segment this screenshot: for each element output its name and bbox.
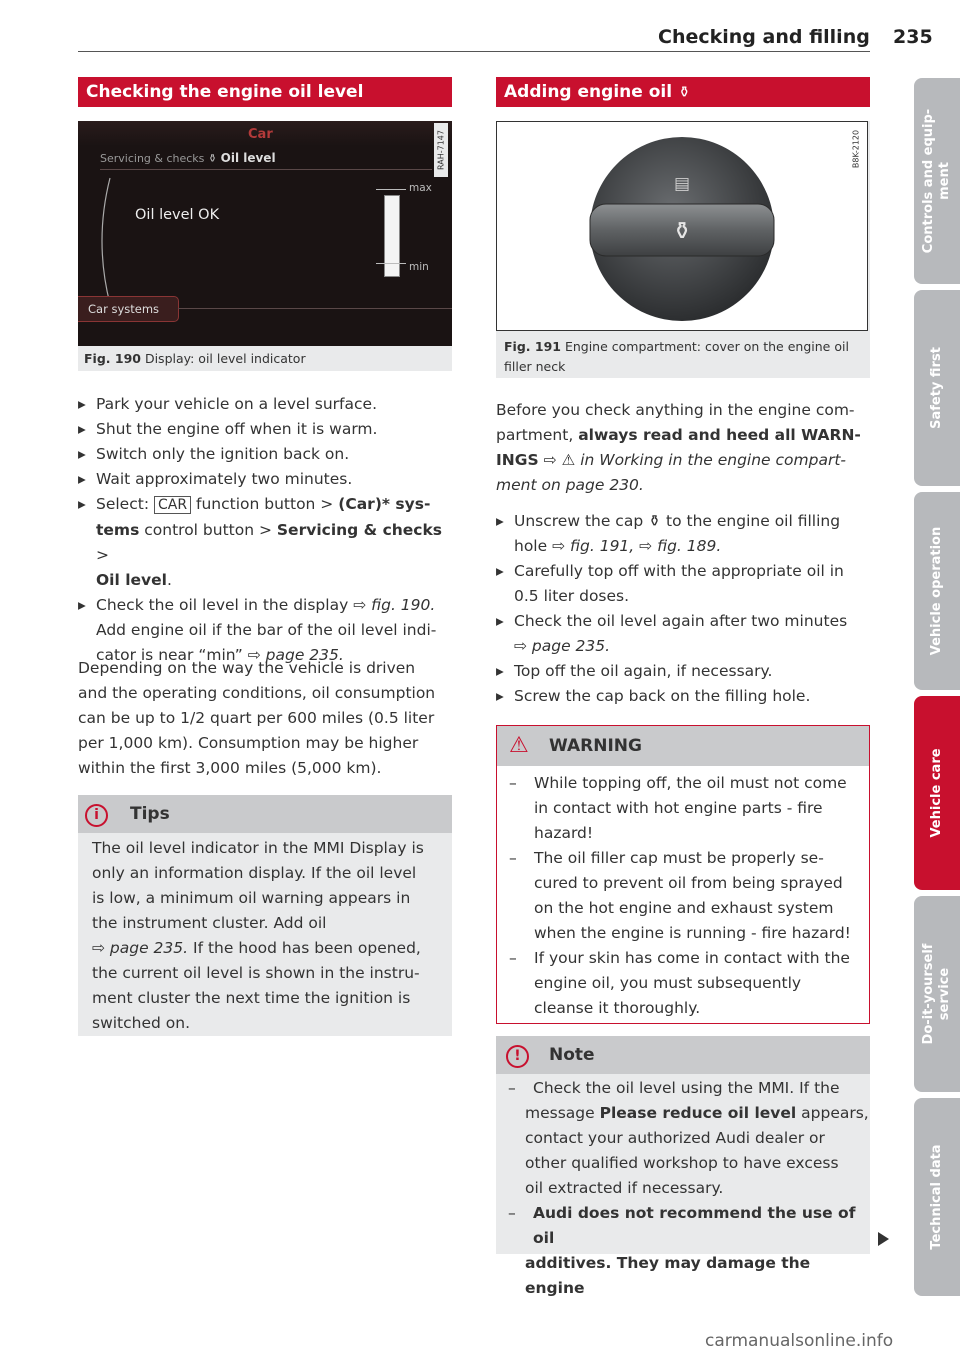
figure-190-caption-text: Display: oil level indicator — [144, 351, 306, 366]
add-oil-steps — [496, 509, 870, 709]
max-label: max — [409, 182, 432, 194]
section-heading-add-oil: Adding engine oil ⚱ — [496, 77, 870, 107]
add-oil-intro: Before you check anything in the engine com- partment, always read and heed all WARN- INGS ⇨ ⚠ in Working in the engine compart- ment on page 230. — [496, 401, 861, 494]
figure-190-label: Fig. 190 — [84, 351, 141, 366]
page-235-link[interactable]: ⇨ page 235. — [247, 646, 344, 664]
oilcan-icon: ⚱ — [677, 83, 691, 101]
screen-breadcrumb: Servicing & checks — [100, 152, 205, 165]
car-key: CAR — [154, 496, 191, 514]
add-page-235-link[interactable]: ⇨ page 235. — [514, 637, 611, 655]
oil-consumption-paragraph: Depending on the way the vehicle is driven and the operating conditions, oil consumption can be up to 1/2 quart per 600 miles (0.5 liter per 1,000 km). Consumption may be higher within the first 3,000 miles (5,000 km). — [78, 659, 436, 777]
min-label: min — [409, 261, 429, 273]
note-body: – Check the oil level using the MMI. If the message Please reduce oil level appears, contact your authorized Audi dealer or other qualified workshop to have excess oil extracted if necessary. – Audi does not recommend the use of oil additives. They may damage the engine — [496, 1074, 870, 1254]
section-heading-check-oil: Checking the engine oil level — [78, 77, 452, 107]
add-step-1: ▸ Unscrew the cap ⚱ to the engine oil filling hole ⇨ fig. 191, ⇨ fig. 189. — [496, 509, 870, 559]
figure-190-caption — [84, 349, 306, 369]
figure-code-190: RAH-7147 — [436, 130, 446, 170]
tab-safety-first[interactable]: Safety first — [914, 290, 960, 486]
car-systems-label: Car systems — [88, 302, 160, 316]
oilcan-inline-icon: ⚱ — [648, 512, 662, 530]
tab-do-it-yourself-service[interactable]: Do-it-yourself service — [914, 896, 960, 1092]
info-icon: i — [85, 804, 108, 827]
step-3: ▸ Switch only the ignition back on. — [78, 442, 452, 467]
mmi-oil-screen — [78, 121, 452, 346]
oil-cap-graphic — [587, 134, 777, 324]
warning-triangle-icon: ⚠ — [509, 733, 529, 758]
page-number: 235 — [893, 26, 933, 48]
add-step-2: ▸ Carefully top off with the appropriate oil in 0.5 liter doses. — [496, 559, 870, 609]
step-6: ▸ Check the oil level in the display ⇨ fig. 190. Add engine oil if the bar of the oil level indi- cator is near “min” ⇨ page 235. — [78, 593, 452, 668]
tab-controls-and-equipment[interactable]: Controls and equip- ment — [914, 78, 960, 284]
note-icon: ! — [506, 1045, 529, 1068]
warning-box — [496, 725, 870, 1024]
add-step-5: ▸ Screw the cap back on the filling hole. — [496, 684, 870, 709]
warning-title: WARNING — [549, 736, 642, 756]
tips-page-235-link[interactable]: ⇨ page 235. — [92, 939, 189, 957]
tips-header — [78, 795, 452, 833]
running-header-title: Checking and filling — [658, 26, 870, 48]
oil-status-text: Oil level OK — [135, 207, 220, 223]
warning-header — [497, 726, 869, 766]
screen-car-label: Car — [248, 127, 273, 142]
tab-vehicle-operation[interactable]: Vehicle operation — [914, 492, 960, 690]
warning-page-230-link[interactable]: ⇨ ⚠ in Working in the engine compart- — [543, 451, 847, 469]
fig-191-189-link[interactable]: ⇨ fig. 191, ⇨ fig. 189. — [552, 537, 722, 555]
step-4: ▸ Wait approximately two minutes. — [78, 467, 452, 492]
step-5: ▸ Select: CAR function button > (Car)* sys- tems control button > Servicing & checks > Oil level. — [78, 492, 452, 593]
tab-vehicle-care[interactable]: Vehicle care — [914, 696, 960, 890]
warning-body: – While topping off, the oil must not come in contact with hot engine parts - fire hazard! – The oil filler cap must be properly se- cured to prevent oil from being sprayed on the hot engine and exhaust system when the engine is running - fire hazard! – If your skin has come in contact with the engine oil, you must subsequently cleanse it thoroughly. — [497, 766, 869, 1021]
screen-bracket — [92, 176, 122, 306]
fig-190-link[interactable]: ⇨ fig. 190. — [353, 596, 436, 614]
watermark: carmanualsonline.info — [705, 1331, 894, 1351]
oil-level-bar — [384, 195, 400, 277]
add-step-4: ▸ Top off the oil again, if necessary. — [496, 659, 870, 684]
note-header — [496, 1036, 870, 1074]
figure-code-191: B8K-2120 — [851, 129, 861, 169]
continue-arrow-icon — [878, 1232, 889, 1246]
svg-text:⚱: ⚱ — [671, 217, 693, 245]
oilcan-small-icon: ⚱ — [207, 152, 218, 165]
svg-text:▤: ▤ — [673, 174, 691, 194]
oil-cap-illustration — [496, 121, 868, 331]
step-2: ▸ Shut the engine off when it is warm. — [78, 417, 452, 442]
screen-breadcrumb-current: Oil level — [220, 151, 276, 165]
note-title: Note — [549, 1045, 595, 1065]
step-1: ▸ Park your vehicle on a level surface. — [78, 392, 452, 417]
figure-191-label: Fig. 191 — [504, 339, 561, 354]
add-step-3: ▸ Check the oil level again after two minutes ⇨ page 235. — [496, 609, 870, 659]
tips-title: Tips — [130, 804, 170, 824]
tab-technical-data[interactable]: Technical data — [914, 1098, 960, 1296]
figure-191-caption: Fig. 191 Engine compartment: cover on the engine oil filler neck — [504, 339, 849, 374]
tips-body: The oil level indicator in the MMI Display is only an information display. If the oil level is low, a minimum oil warning appears in the instrument cluster. Add oil ⇨ page 235. If the hood has been opened, the current oil level is shown in the instru- ment cluster the next time the ignition is switched on. — [78, 833, 452, 1036]
check-oil-steps — [78, 392, 452, 668]
header-rule — [78, 51, 870, 52]
